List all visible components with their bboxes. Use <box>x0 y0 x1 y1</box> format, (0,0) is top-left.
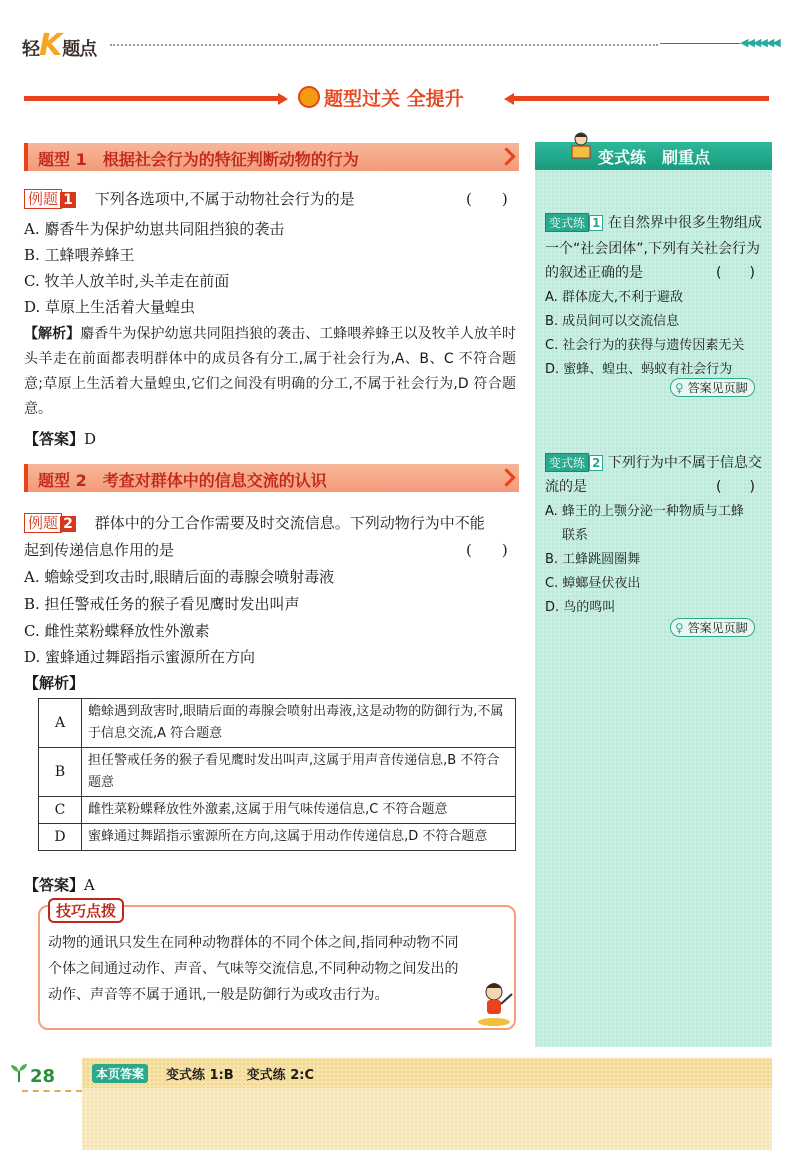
example1-tag: 例题 <box>24 189 62 209</box>
example2-answer-value: A <box>84 876 95 894</box>
variation2-option-a: A. 蜂王的上颚分泌一种物质与工蜂 <box>545 504 744 519</box>
example2-question-line2: 起到传递信息作用的是 <box>24 541 175 559</box>
example1-num: 1 <box>60 192 76 208</box>
example1-answer-value: D <box>84 430 97 448</box>
example1-analysis-label: 【解析】 <box>24 326 81 342</box>
table-cell-key: D <box>39 824 82 851</box>
type2-heading <box>24 464 519 492</box>
example1-analysis <box>24 322 516 422</box>
variation2-line1 <box>545 452 762 472</box>
example1-answer <box>24 428 96 449</box>
footer-answers: 变式练 1:B 变式练 2:C <box>166 1068 314 1083</box>
variation2-bracket: ( ) <box>716 479 755 495</box>
variation2-option-b: B. 工蜂跳圆圈舞 <box>545 552 641 567</box>
banner-arrow-left-icon <box>278 93 288 105</box>
header-arrows-icon: ◀◀◀◀◀◀ <box>740 36 779 49</box>
variation1-see-answer-text: 答案见页脚 <box>687 381 748 395</box>
table-cell-text: 蟾蜍遇到敌害时,眼睛后面的毒腺会喷射出毒液,这是动物的防御行为,不属于信息交流,A 符合题意 <box>82 699 516 748</box>
type2-heading-text: 题型 2 考查对群体中的信息交流的认识 <box>38 471 327 490</box>
example1-option-a: A. 麝香牛为保护幼崽共同阻挡狼的袭击 <box>24 220 285 238</box>
cartoon-kid-icon <box>470 978 516 1028</box>
example1-bracket: ( ) <box>466 190 508 208</box>
practice-panel-title: 变式练 刷重点 <box>598 148 711 167</box>
location-pin-icon: ♀ <box>675 381 684 395</box>
variation2-tag: 变式练 <box>545 453 589 472</box>
variation1-line2: 一个“社会团体”,下列有关社会行为 <box>545 241 760 257</box>
header-dotted-line <box>110 44 658 46</box>
table-row <box>39 797 516 824</box>
table-row <box>39 748 516 797</box>
table-cell-key: A <box>39 699 82 748</box>
example2-option-c: C. 雌性菜粉蝶释放性外激素 <box>24 622 210 640</box>
banner-line-right <box>514 96 769 101</box>
logo-char-k: K <box>39 28 63 63</box>
sprout-icon <box>10 1062 28 1082</box>
analysis-table <box>38 698 516 851</box>
example2-tag: 例题 <box>24 513 62 533</box>
variation2-option-c: C. 蟑螂昼伏夜出 <box>545 576 641 591</box>
variation2-text1: 下列行为中不属于信息交 <box>607 455 762 471</box>
tips-title: 技巧点拨 <box>48 898 124 923</box>
variation1-option-d: D. 蜜蜂、蝗虫、蚂蚁有社会行为 <box>545 362 733 377</box>
variation1-option-b: B. 成员间可以交流信息 <box>545 314 680 329</box>
variation2-see-answer[interactable] <box>670 618 755 637</box>
variation1-tag: 变式练 <box>545 213 589 232</box>
variation1-num: 1 <box>589 215 603 231</box>
example1-option-b: B. 工蜂喂养蜂王 <box>24 246 135 264</box>
variation2-option-d: D. 鸟的鸣叫 <box>545 600 616 615</box>
example1-question <box>24 188 355 209</box>
tips-text: 动物的通讯只发生在同种动物群体的不同个体之间,指同种动物不同个体之间通过动作、声音、气味等交流信息,不同种动物之间发出的动作、声音等不属于通讯,一般是防御行为或攻击行为。 <box>48 935 459 1003</box>
variation1-option-a: A. 群体庞大,不利于避敌 <box>545 290 684 305</box>
example2-analysis-label: 【解析】 <box>24 674 85 692</box>
table-row <box>39 824 516 851</box>
banner-arrow-right-icon <box>504 93 514 105</box>
example1-answer-label: 【答案】 <box>24 430 85 448</box>
variation1-line1 <box>545 212 762 232</box>
example1-analysis-text: 麝香牛为保护幼崽共同阻挡狼的袭击、工蜂喂养蜂王以及牧羊人放羊时头羊走在前面都表明群体中的成员各有分工,属于社会行为,A、B、C 不符合题意;草原上生活着大量蝗虫,它们之间没有明确的分工,不属于社会行为,D 符合题意。 <box>24 326 517 417</box>
example2-option-b: B. 担任警戒任务的猴子看见鹰时发出叫声 <box>24 595 300 613</box>
chevron-right-icon <box>497 147 515 165</box>
variation1-see-answer[interactable] <box>670 378 755 397</box>
brand-logo <box>22 28 108 62</box>
page-number: 28 <box>30 1066 56 1087</box>
variation1-bracket: ( ) <box>716 265 755 281</box>
example2-num: 2 <box>60 516 76 532</box>
footer-answer-label: 本页答案 <box>92 1064 148 1083</box>
example2-question-text1: 群体中的分工合作需要及时交流信息。下列动物行为中不能 <box>94 514 485 532</box>
logo-char-2: 题点 <box>62 39 97 60</box>
footer-dash-line <box>22 1090 82 1092</box>
example1-question-text: 下列各选项中,不属于动物社会行为的是 <box>94 190 355 208</box>
table-cell-key: B <box>39 748 82 797</box>
example2-answer-label: 【答案】 <box>24 876 85 894</box>
variation2-num: 2 <box>589 455 603 471</box>
variation2-line2: 流的是 <box>545 479 587 495</box>
type1-heading <box>24 143 519 171</box>
chevron-right-icon <box>497 468 515 486</box>
location-pin-icon: ♀ <box>675 621 684 635</box>
reading-kid-icon <box>568 131 594 161</box>
variation2-option-a-cont: 联系 <box>562 528 589 543</box>
example2-option-a: A. 蟾蜍受到攻击时,眼睛后面的毒腺会喷射毒液 <box>24 568 335 586</box>
table-cell-text: 雌性菜粉蝶释放性外激素,这属于用气味传递信息,C 不符合题意 <box>82 797 516 824</box>
example2-question-line1 <box>24 512 485 533</box>
variation1-option-c: C. 社会行为的获得与遗传因素无关 <box>545 338 745 353</box>
section-title: 题型过关 全提升 <box>324 88 464 110</box>
example2-answer <box>24 874 95 895</box>
example2-bracket: ( ) <box>466 541 508 559</box>
spiral-icon <box>298 86 320 108</box>
table-cell-text: 蜜蜂通过舞蹈指示蜜源所在方向,这属于用动作传递信息,D 不符合题意 <box>82 824 516 851</box>
header-right-line <box>660 43 740 44</box>
table-cell-key: C <box>39 797 82 824</box>
table-row <box>39 699 516 748</box>
variation1-text1: 在自然界中很多生物组成 <box>607 215 762 231</box>
type1-heading-text: 题型 1 根据社会行为的特征判断动物的行为 <box>38 150 359 169</box>
variation2-see-answer-text: 答案见页脚 <box>687 621 748 635</box>
variation1-line3: 的叙述正确的是 <box>545 265 643 281</box>
footer-lower-area <box>82 1088 772 1150</box>
table-cell-text: 担任警戒任务的猴子看见鹰时发出叫声,这属于用声音传递信息,B 不符合题意 <box>82 748 516 797</box>
example2-option-d: D. 蜜蜂通过舞蹈指示蜜源所在方向 <box>24 648 256 666</box>
example1-option-d: D. 草原上生活着大量蝗虫 <box>24 298 196 316</box>
example1-option-c: C. 牧羊人放羊时,头羊走在前面 <box>24 272 230 290</box>
banner-line-left <box>24 96 284 101</box>
logo-char-1: 轻 <box>22 39 39 60</box>
